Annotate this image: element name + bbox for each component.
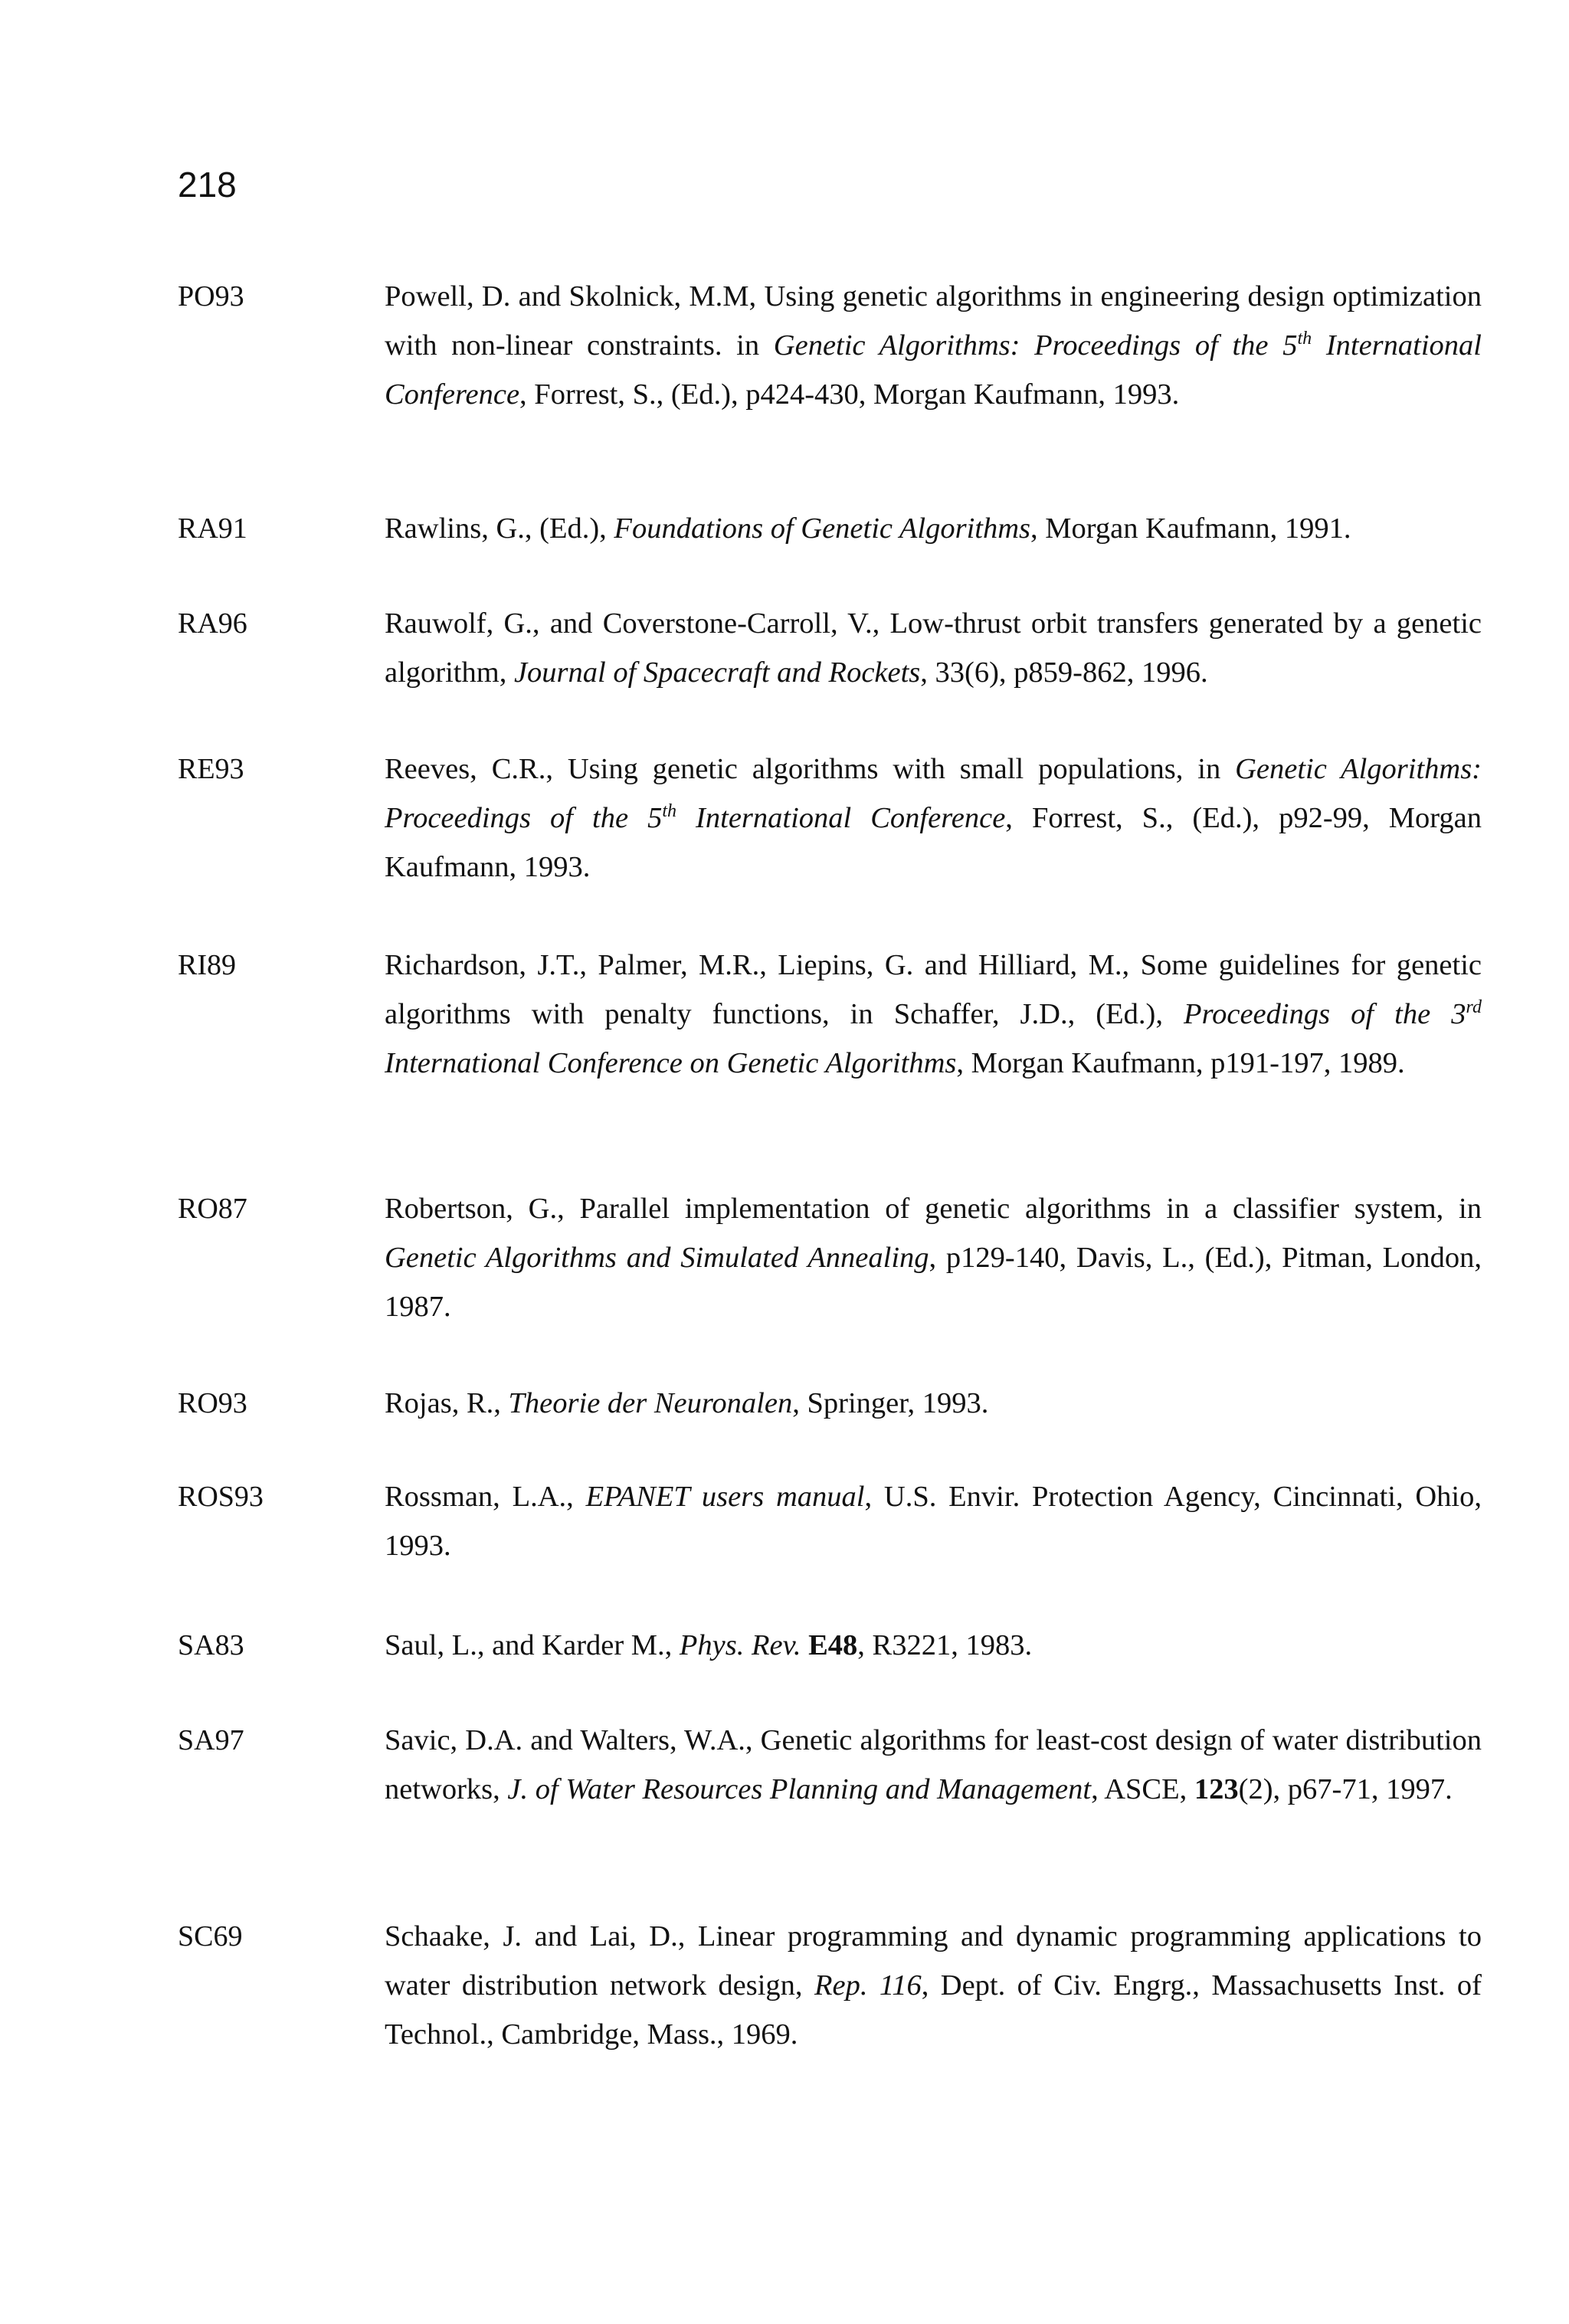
reference-segment: , Springer, 1993. [792,1387,989,1419]
reference-key: SC69 [178,1920,243,1952]
reference-segment: , R3221, 1983. [857,1629,1033,1661]
reference-segment: , Morgan Kaufmann, 1991. [1030,512,1351,545]
reference-italic-segment: Theorie der Neuronalen [508,1387,793,1419]
reference-segment: Rawlins, G., (Ed.), [385,512,614,545]
reference-segment: , p129-140, Davis, L., (Ed.), Pitman, London, 1987. [385,1242,1482,1323]
reference-italic-segment: Rep. 116 [814,1969,922,2002]
reference-bold-segment: 123 [1194,1773,1239,1805]
reference-italic-segment: International Conference [676,802,1006,834]
reference-segment: , Dept. of Civ. Engrg., Massachusetts Inst. of Technol., Cambridge, Mass., 1969. [385,1969,1482,2051]
reference-segment: Savic, D.A. and Walters, W.A., Genetic algorithms for least-cost design of water distribution networks, [385,1724,1482,1805]
reference-segment: , 33(6), p859-862, 1996. [920,656,1208,689]
reference-key: RE93 [178,753,244,785]
reference-segment: Rauwolf, G., and Coverstone-Carroll, V., Low-thrust orbit transfers generated by a genetic algorithm, [385,607,1482,689]
page-number: 218 [178,165,237,205]
reference-text [385,1716,1482,1814]
reference-key: RO87 [178,1193,247,1225]
reference-segment: Rossman, L.A., [385,1481,586,1513]
reference-italic-segment: Genetic Algorithms and Simulated Annealing [385,1242,929,1274]
reference-segment: Rojas, R., [385,1387,509,1419]
reference-italic-segment: Phys. Rev. [679,1629,801,1661]
reference-text [385,272,1482,419]
reference-segment: Saul, L., and Karder M., [385,1629,680,1661]
reference-segment [801,1629,808,1661]
reference-text [385,1379,1482,1428]
reference-segment: , ASCE, [1091,1773,1194,1805]
reference-italic-segment: Genetic Algorithms: Proceedings of the 5 [385,753,1482,834]
reference-segment: , Morgan Kaufmann, p191-197, 1989. [956,1047,1405,1079]
reference-italic-segment: International Conference [385,329,1482,411]
reference-superscript: rd [1466,997,1482,1018]
reference-segment: Robertson, G., Parallel implementation of genetic algorithms in a classifier system, in [385,1193,1482,1225]
reference-italic-segment: Proceedings of the 3 [1184,998,1466,1030]
reference-italic-segment: EPANET users manual [585,1481,865,1513]
reference-key: ROS93 [178,1481,264,1513]
reference-key: SA83 [178,1629,244,1661]
reference-italic-segment: Genetic Algorithms: Proceedings of the 5 [773,329,1298,362]
reference-key: SA97 [178,1724,244,1756]
reference-italic-segment: International Conference on Genetic Algorithms [385,1047,957,1079]
reference-italic-segment: J. of Water Resources Planning and Management [507,1773,1092,1805]
reference-segment: , U.S. Envir. Protection Agency, Cincinnati, Ohio, 1993. [385,1481,1482,1562]
reference-key: PO93 [178,280,244,313]
reference-text [385,1912,1482,2059]
reference-text [385,1472,1482,1570]
reference-italic-segment: Journal of Spacecraft and Rockets [513,656,921,689]
reference-superscript: th [1297,329,1312,349]
reference-superscript: th [662,801,677,822]
reference-segment: Richardson, J.T., Palmer, M.R., Liepins, G. and Hilliard, M., Some guidelines for genetic algorithms with penalty functions, in Schaffer, J.D., (Ed.), [385,949,1482,1030]
reference-key: RA96 [178,607,247,640]
reference-segment: Powell, D. and Skolnick, M.M, Using genetic algorithms in engineering design optimization with non-linear constraints. in [385,280,1482,362]
reference-segment: , Forrest, S., (Ed.), p92-99, Morgan Kaufmann, 1993. [385,802,1482,883]
reference-bold-segment: E48 [808,1629,858,1661]
reference-text [385,941,1482,1088]
reference-key: RA91 [178,512,247,545]
reference-segment: , Forrest, S., (Ed.), p424-430, Morgan Kaufmann, 1993. [519,378,1180,411]
reference-text [385,1184,1482,1331]
reference-text [385,1621,1482,1670]
reference-text [385,745,1482,892]
reference-key: RI89 [178,949,236,981]
reference-text [385,504,1482,553]
reference-segment: Schaake, J. and Lai, D., Linear programming and dynamic programming applications to water distribution network design, [385,1920,1482,2002]
reference-text [385,599,1482,697]
reference-segment: Reeves, C.R., Using genetic algorithms with small populations, in [385,753,1236,785]
reference-italic-segment: Foundations of Genetic Algorithms [614,512,1031,545]
reference-key: RO93 [178,1387,247,1419]
reference-segment: (2), p67-71, 1997. [1238,1773,1453,1805]
